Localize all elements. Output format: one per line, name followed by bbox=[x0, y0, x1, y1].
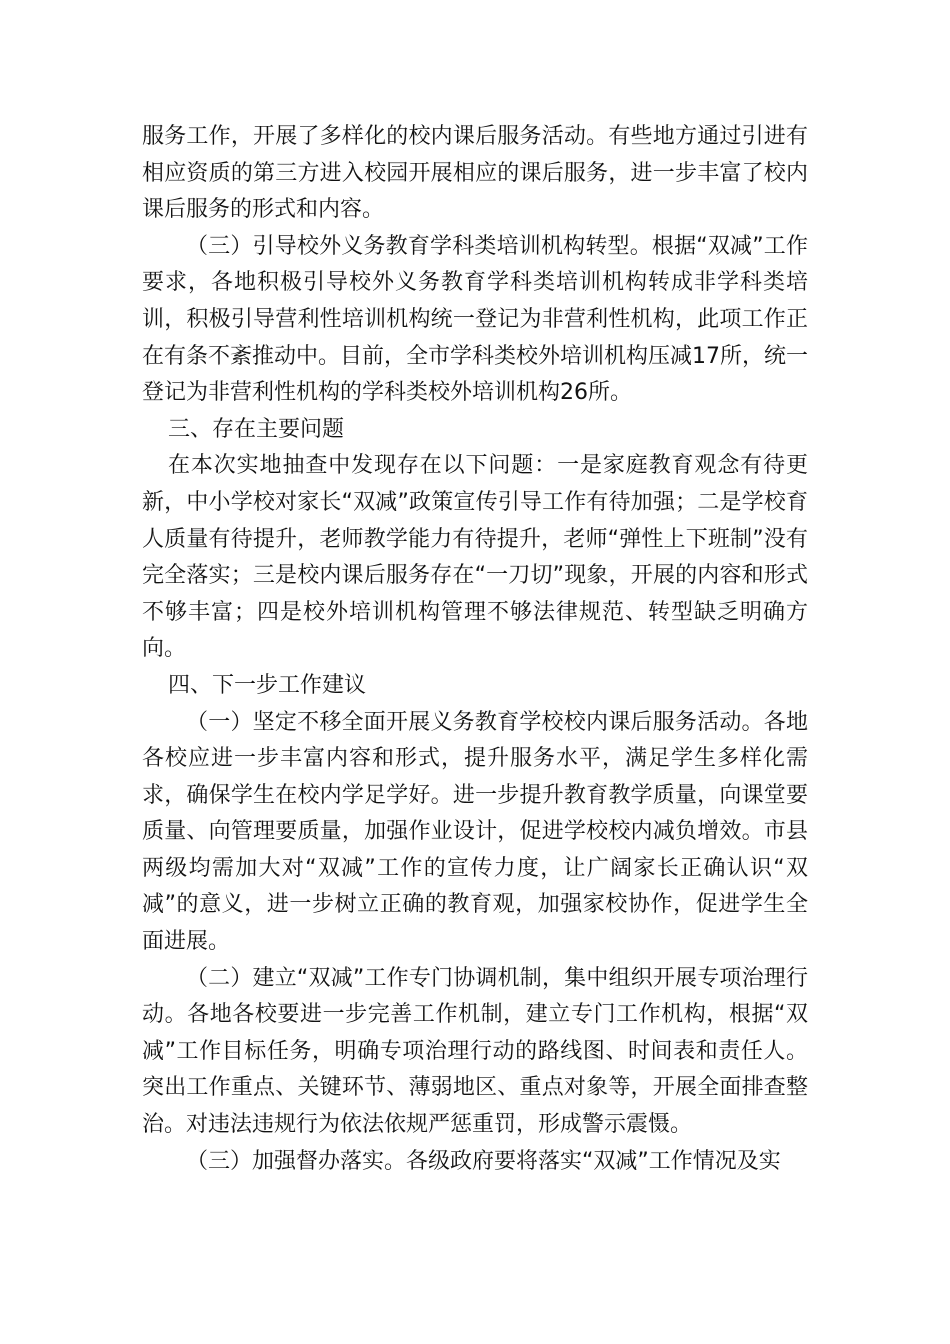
document-body bbox=[142, 119, 808, 1180]
paragraph-problems: 在本次实地抽查中发现存在以下问题：一是家庭教育观念有待更新，中小学校对家长“双减”政策宣传引导工作有待加强；二是学校育人质量有待提升，老师教学能力有待提升，老师“弹性上下班制”没有完全落实；三是校内课后服务存在“一刀切”现象，开展的内容和形式不够丰富；四是校外培训机构管理不够法律规范、转型缺乏明确方向。 bbox=[142, 453, 808, 662]
paragraph-suggestion-2: （二）建立“双减”工作专门协调机制，集中组织开展专项治理行动。各地各校要进一步完善工作机制，建立专门工作机构，根据“双减”工作目标任务，明确专项治理行动的路线图、时间表和责任人。突出工作重点、关键环节、薄弱地区、重点对象等，开展全面排查整治。对违法违规行为依法依规严惩重罚，形成警示震慑。 bbox=[142, 965, 808, 1138]
heading-next-steps: 四、下一步工作建议 bbox=[168, 672, 367, 698]
paragraph-suggestion-3: （三）加强督办落实。各级政府要将落实“双减”工作情况及实 bbox=[186, 1148, 781, 1174]
paragraph-section-3-transform: （三）引导校外义务教育学科类培训机构转型。根据“双减”工作要求，各地积极引导校外义务教育学科类培训机构转成非学科类培训，积极引导营利性培训机构统一登记为非营利性机构，此项工作正在有条不紊推动中。目前，全市学科类校外培训机构压减17所，统一登记为非营利性机构的学科类校外培训机构26所。 bbox=[142, 233, 808, 406]
heading-main-problems: 三、存在主要问题 bbox=[168, 416, 345, 442]
paragraph-suggestion-1: （一）坚定不移全面开展义务教育学校校内课后服务活动。各地各校应进一步丰富内容和形式，提升服务水平，满足学生多样化需求，确保学生在校内学足学好。进一步提升教育教学质量，向课堂要质量、向管理要质量，加强作业设计，促进学校校内减负增效。市县两级均需加大对“双减”工作的宣传力度，让广阔家长正确认识“双减”的意义，进一步树立正确的教育观，加强家校协作，促进学生全面进展。 bbox=[142, 709, 808, 955]
paragraph-continuation: 服务工作，开展了多样化的校内课后服务活动。有些地方通过引进有相应资质的第三方进入校园开展相应的课后服务，进一步丰富了校内课后服务的形式和内容。 bbox=[142, 124, 808, 223]
